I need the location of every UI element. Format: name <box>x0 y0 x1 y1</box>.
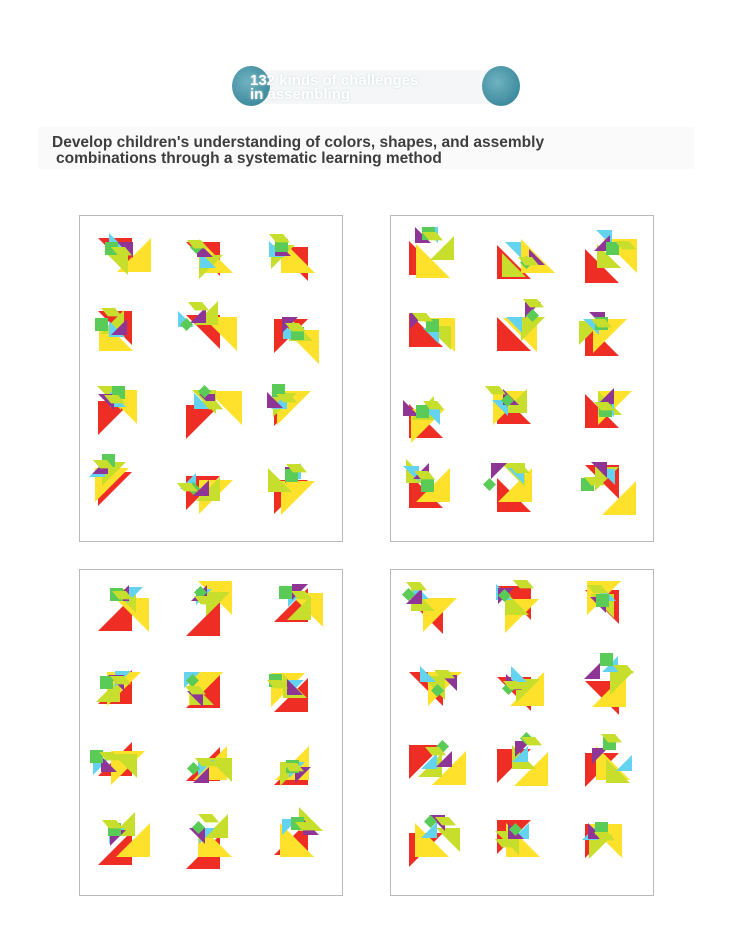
tangram-panel-3 <box>79 569 343 896</box>
tangram-figure <box>483 463 532 512</box>
tangram-figure <box>186 814 232 869</box>
tangram-figure <box>579 312 627 356</box>
tangram-piece <box>606 242 619 255</box>
tangram-figure <box>98 585 149 632</box>
tangram-piece <box>416 405 429 418</box>
tangram-piece <box>90 750 103 763</box>
tangram-figure <box>497 666 544 711</box>
tangram-figure <box>89 454 132 506</box>
tangram-figures <box>391 570 655 897</box>
tangram-figure <box>184 672 223 708</box>
tangram-figure <box>497 732 548 786</box>
tangram-figure <box>269 234 315 281</box>
tangram-piece <box>616 755 632 771</box>
tangram-figure <box>96 670 141 706</box>
tangram-piece <box>511 666 527 682</box>
tangram-piece <box>100 676 113 689</box>
tangram-figure <box>274 317 319 364</box>
tangram-piece <box>485 386 506 394</box>
tangram-piece <box>198 814 219 822</box>
tangram-piece <box>269 234 290 242</box>
tangram-figure <box>496 580 539 633</box>
tangram-panel-2 <box>390 215 654 542</box>
tangram-piece <box>596 594 609 607</box>
tangram-figure <box>274 746 311 786</box>
tangram-figure <box>584 653 634 715</box>
tangram-figure <box>274 807 323 857</box>
tangram-figure <box>497 239 555 279</box>
tangram-figure <box>495 820 540 857</box>
tangram-figure <box>409 227 454 278</box>
tangram-piece <box>491 463 507 479</box>
tangram-figure <box>581 462 636 515</box>
tangram-figure <box>409 740 466 785</box>
tangram-figures <box>80 570 344 897</box>
subtitle-line-1: Develop children's understanding of colors, shapes, and assembly <box>52 134 545 151</box>
tangram-figure <box>497 299 545 352</box>
tangram-figure <box>409 666 462 706</box>
tangram-figure <box>186 581 232 636</box>
tangram-panel-4 <box>390 569 654 896</box>
tangram-figure <box>403 396 445 443</box>
tangram-figures <box>391 216 655 543</box>
tangram-figure <box>267 673 308 712</box>
tangram-figure <box>585 388 632 428</box>
tangram-figure <box>267 384 311 426</box>
tangram-figure <box>95 308 133 351</box>
banner-line-2: in assembling <box>250 86 351 103</box>
tangram-figure <box>177 473 233 514</box>
tangram-figure <box>403 459 450 508</box>
tangram-figure <box>186 385 242 439</box>
banner-title <box>250 74 480 102</box>
tangram-figure <box>98 233 151 275</box>
tangram-piece <box>279 586 292 599</box>
tangram-figure <box>274 584 323 627</box>
subtitle-line-2: combinations through a systematic learning method <box>56 150 442 167</box>
tangram-figure <box>402 582 457 634</box>
tangram-figure <box>585 230 637 283</box>
banner-circle-right <box>482 66 520 106</box>
tangram-figures <box>80 216 344 543</box>
tangram-figure <box>585 581 621 624</box>
tangram-panel-1 <box>79 215 343 542</box>
tangram-figure <box>90 742 145 785</box>
tangram-piece <box>95 318 108 331</box>
title-banner <box>232 66 520 106</box>
tangram-figure <box>409 313 455 352</box>
tangram-figure <box>409 815 460 867</box>
banner-line-1: 132 kinds of challenges <box>250 72 419 89</box>
tangram-piece <box>584 663 600 679</box>
tangram-figure <box>582 822 622 859</box>
tangram-figure <box>585 734 632 787</box>
tangram-figure <box>186 239 233 279</box>
tangram-figure <box>97 386 137 435</box>
tangram-figure <box>186 746 232 783</box>
tangram-figure <box>178 301 237 351</box>
tangram-piece <box>483 478 496 491</box>
tangram-figure <box>98 812 150 865</box>
tangram-piece <box>188 302 209 310</box>
tangram-figure <box>485 386 531 425</box>
subtitle <box>52 135 692 167</box>
tangram-figure <box>268 463 315 515</box>
tangram-piece <box>600 653 613 666</box>
tangram-piece <box>421 479 434 492</box>
